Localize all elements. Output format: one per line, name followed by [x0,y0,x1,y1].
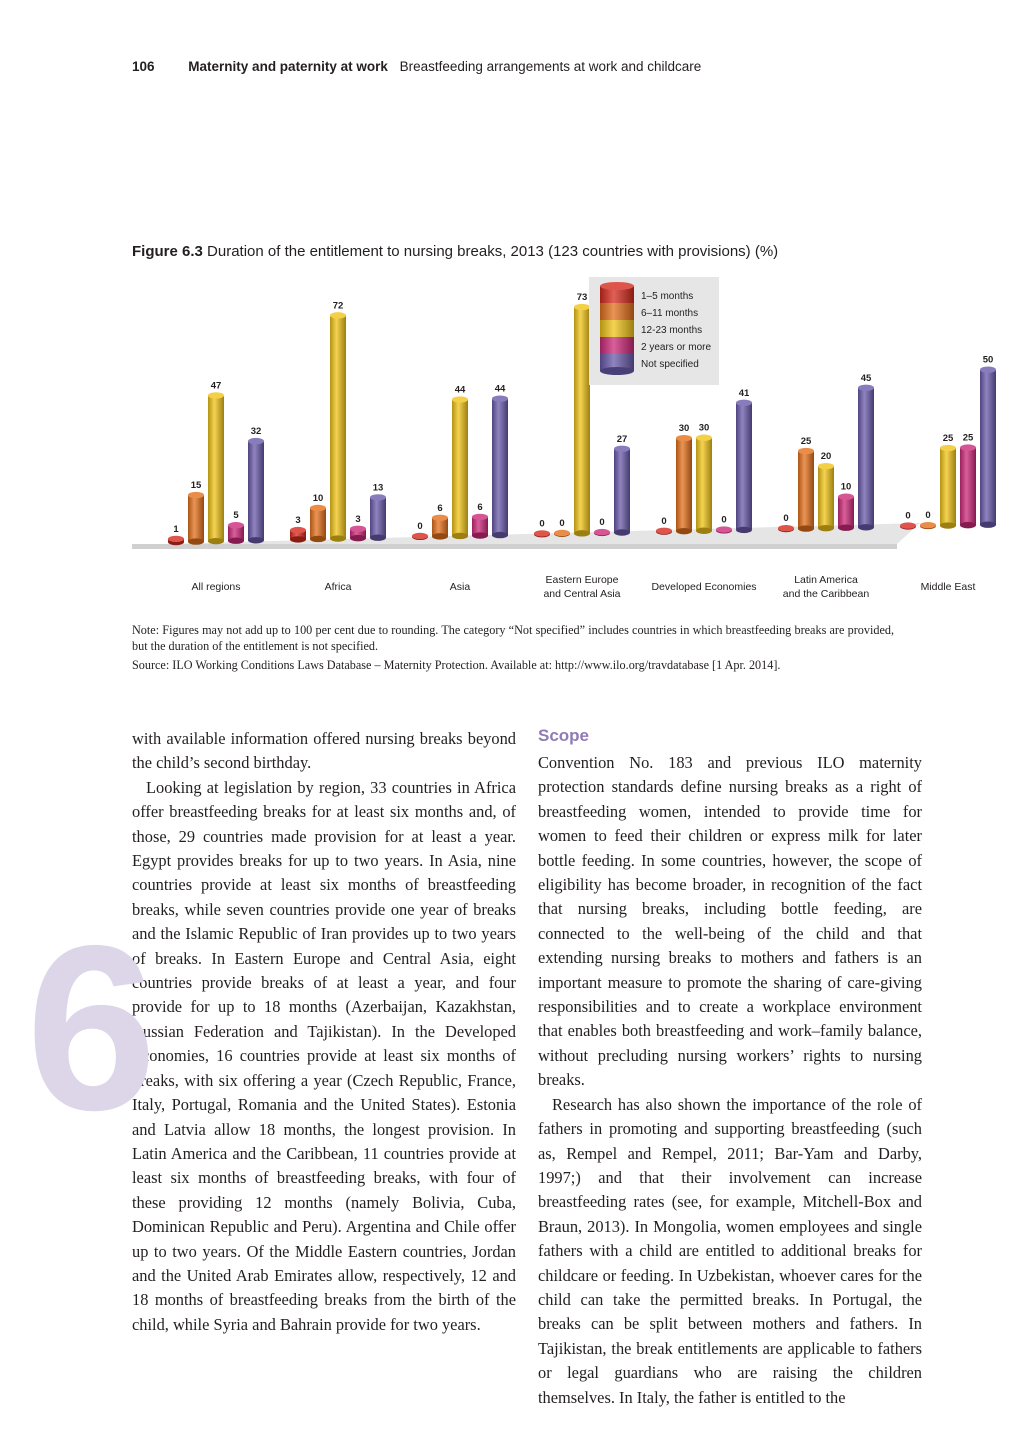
value-label: 5 [233,510,239,522]
page-number: 106 [132,59,155,74]
value-label: 25 [962,432,974,444]
bar-6-2 [940,445,956,529]
bar-cap [940,445,956,451]
value-label: 10 [312,492,324,504]
bar-base [492,532,508,538]
bar-body [452,400,468,536]
value-label: 32 [250,426,262,438]
bar-0-4 [248,438,264,544]
chart-floor-edge [132,544,897,549]
bars-group [168,304,996,545]
bar-cap [188,492,204,498]
value-label: 72 [332,300,344,312]
value-label: 0 [417,521,423,532]
legend-label: 1–5 months [641,291,694,302]
bar-3-0 [534,530,550,537]
bar-base [960,522,976,528]
bar-4-0 [656,528,672,535]
bar-base [188,538,204,544]
bar-body [858,388,874,527]
bar-cap [900,522,916,528]
bar-cap [696,435,712,441]
legend-swatch [600,337,634,354]
bar-cap [676,435,692,441]
bar-base [736,527,752,533]
bar-base [940,522,956,528]
chapter-title: Breastfeeding arrangements at work and childcare [399,59,702,74]
figure-note: Note: Figures may not add up to 100 per cent due to rounding. The category “Not specified” includes countries in which breastfeeding breaks are provided, but the duration of the entitlement is not specified. [132,623,894,653]
figure-title [132,243,892,260]
bar-body [492,399,508,535]
body-paragraph: Looking at legislation by region, 33 countries in Africa offer breastfeeding breaks for at least six months and, of those, 29 countries made provision for at least a year. Egypt provides breaks for up to two years. In Asia, nine countries provide at least six months of breastfeeding breaks, while seven countries provide one year of breaks and the Islamic Republic of Iran provides up to two years of breaks. In Eastern Europe and Central Asia, eight countries provide breaks of at least a year, and four provide for up to 18 months (Azerbaijan, Kazakhstan, Russian Federation and Tajikistan). In the Developed Economies, 16 countries provide at least six months of breaks, with six offering a year (Czech Republic, France, Italy, Portugal, Romania and the United States). Estonia and Latvia allow 18 months, the longest provision. In Latin America and the Caribbean, 11 countries provide at least six months of breastfeeding breaks, with four of these providing 12 months (namely Bolivia, Cuba, Dominican Republic and Peru). Argentina and Chile offer up to two years. Of the Middle Eastern countries, Jordan and the United Arab Emirates allow, respectively, 12 and 18 months of breastfeeding breaks from the birth of the child, while Syria and Bahrain provide for two years. [132,777,516,1334]
legend-label: Not specified [641,359,699,370]
bar-5-4 [858,385,874,531]
bar-base [290,536,306,542]
value-label: 45 [860,372,872,384]
bar-base [858,524,874,530]
value-label: 30 [698,422,710,434]
bar-2-1 [432,515,448,540]
category-label: All regions [191,581,241,593]
body-paragraph: Research has also shown the importance of the role of fathers in promoting and supporting breastfeeding (such as, Rempel and Rempel, 2011; Bar-Yam and Darby, 1997;) and that their involvement can increase breastfeeding rates (see, for example, Mitchell-Box and Braun, 2013). In Mongolia, women employees and single fathers with a child are entitled to additional breaks for childcare or feeding. In Uzbekistan, whoever cares for the child can take the permitted breaks. In Portugal, the breaks can be split between mothers and fathers. In Tajikistan, the break entitlements are applicable to fathers or legal guardians who are raising the children themselves. In Italy, the father is entitled to the [538,1094,922,1407]
bar-body [370,497,386,537]
bar-1-3 [350,526,366,542]
bar-5-1 [798,448,814,532]
bar-cap [290,527,306,533]
bar-base [980,521,996,527]
bar-3-2 [574,304,590,537]
bar-4-3 [716,526,732,533]
bar-6-3 [960,444,976,528]
book-title: Maternity and paternity at work [188,59,388,74]
value-label: 30 [678,423,690,435]
bar-body [330,315,346,538]
bar-chart [130,272,994,612]
value-label: 0 [783,513,789,525]
value-label: 0 [539,518,545,530]
chapter-number-tab: 6 [26,896,157,1159]
bar-1-0 [290,527,306,543]
legend [589,277,719,385]
category-labels-group [191,574,975,600]
bar-base [696,528,712,534]
bar-body [310,508,326,539]
running-head [132,59,701,79]
bar-4-2 [696,435,712,534]
value-label: 41 [738,387,750,399]
value-label: 3 [295,515,301,527]
bar-base [838,525,854,531]
value-label: 0 [925,510,931,522]
legend-swatch [600,320,634,337]
bar-4-1 [676,435,692,534]
section-heading-scope: Scope [538,726,590,745]
bar-base [614,529,630,535]
value-label: 6 [437,502,443,514]
bar-body [248,441,264,540]
category-label: Middle East [920,581,976,593]
category-label: Eastern Europe and Central Asia [543,574,621,600]
bar-body [940,448,956,526]
body-paragraph: with available information offered nursing breaks beyond the child’s second birthday. [132,729,516,773]
value-label: 47 [210,380,222,392]
bar-cap [838,494,854,500]
bar-cap [920,522,936,528]
bar-3-1 [554,530,570,537]
bar-cap [980,366,996,372]
bar-cap [736,400,752,406]
bar-cap [818,463,834,469]
value-label: 0 [905,510,911,522]
figure-source: Source: ILO Working Conditions Laws Database – Maternity Protection. Available at: http://www.ilo.org/travdatabase [1 Apr. 2014]. [132,658,781,672]
bar-cap [370,494,386,500]
bar-3-4 [614,446,630,536]
value-label: 3 [355,513,361,525]
legend-swatch [600,303,634,320]
bar-base [330,535,346,541]
body-column-left [132,727,516,1337]
value-label: 25 [800,436,812,448]
bar-2-2 [452,396,468,539]
body-column-right [538,727,922,1410]
bar-body [980,370,996,525]
bar-body [574,307,590,533]
bar-cap [472,514,488,520]
category-label: Asia [449,581,471,593]
legend-label: 2 years or more [641,342,712,353]
legend-cylinder-cap [600,282,634,290]
bar-body [696,438,712,531]
value-label: 20 [820,451,832,463]
bar-base [208,538,224,544]
bar-body [736,403,752,530]
bar-cap [168,536,184,542]
bar-3-3 [594,529,610,536]
bar-body [960,448,976,526]
bar-cap [574,304,590,310]
bar-cap [330,312,346,318]
bar-base [452,533,468,539]
bar-6-4 [980,366,996,527]
bar-cap [656,528,672,534]
bar-5-3 [838,494,854,531]
bar-cap [310,505,326,511]
value-label: 25 [942,433,954,445]
value-label: 0 [721,514,727,526]
bar-cap [554,530,570,536]
bar-cap [208,392,224,398]
value-label: 15 [190,480,202,492]
bar-cap [248,438,264,444]
bar-body [838,497,854,528]
bar-5-0 [778,525,794,532]
bar-base [472,532,488,538]
bar-body [798,451,814,529]
bar-cap [594,529,610,535]
legend-cylinder-base [600,367,634,375]
value-label: 10 [840,481,852,493]
bar-cap [432,515,448,521]
bar-cap [614,446,630,452]
value-label: 44 [454,384,466,396]
category-label: Latin America and the Caribbean [782,574,870,600]
value-label: 73 [576,292,588,304]
value-label: 1 [173,523,179,535]
value-label: 0 [599,517,605,529]
bar-1-1 [310,505,326,542]
bar-cap [858,385,874,391]
bar-0-3 [228,522,244,544]
legend-label: 12-23 months [641,325,703,336]
bar-base [818,525,834,531]
bar-6-1 [920,522,936,529]
body-paragraph: Convention No. 183 and previous ILO maternity protection standards define nursing breaks as a right of breastfeeding women, intended to provide time for women to feed their children or express milk for later bottle feeding. In some countries, however, the scope of eligibility has become broader, in recognition of the fact that nursing breaks, including bottle feeding, are connected to the well-being of the child and that extending nursing breaks to mothers and fathers is an important measure to promote the sharing of care-giving responsibilities and to create a workplace environment that enables both breastfeeding and work–family balance, without precluding nursing workers’ rights to nursing breaks. [538,753,922,1090]
bar-base [310,536,326,542]
bar-cap [412,533,428,539]
bar-1-4 [370,494,386,541]
bar-body [614,449,630,533]
bar-base [248,537,264,543]
bar-5-2 [818,463,834,531]
bar-body [676,438,692,531]
bar-cap [534,530,550,536]
legend-label: 6–11 months [641,308,699,319]
value-label: 27 [616,433,628,445]
bar-2-3 [472,514,488,539]
bar-body [188,495,204,542]
bar-base [676,528,692,534]
bar-base [370,534,386,540]
value-label: 0 [661,515,667,527]
bar-0-2 [208,392,224,544]
bar-cap [960,444,976,450]
bar-cap [452,396,468,402]
bar-cap [778,525,794,531]
bar-2-4 [492,395,508,538]
bar-base [574,530,590,536]
bar-base [350,535,366,541]
bar-base [798,525,814,531]
bar-body [818,466,834,528]
bar-6-0 [900,522,916,529]
figure-label: Figure 6.3 [132,243,203,260]
bar-cap [798,448,814,454]
category-label: Africa [324,581,352,593]
bar-0-1 [188,492,204,545]
bar-cap [228,522,244,528]
category-label: Developed Economies [651,581,757,593]
value-label: 44 [494,383,506,395]
bar-cap [716,526,732,532]
bar-cap [350,526,366,532]
value-label: 6 [477,501,483,513]
figure-caption: Duration of the entitlement to nursing breaks, 2013 (123 countries with provisions) (%) [207,243,779,260]
bar-cap [492,395,508,401]
value-label: 0 [559,517,565,529]
bar-0-0 [168,536,184,546]
bar-4-4 [736,400,752,534]
value-label: 50 [982,354,994,366]
bar-1-2 [330,312,346,542]
bar-base [228,538,244,544]
bar-2-0 [412,533,428,540]
bar-body [208,395,224,541]
bar-base [432,533,448,539]
value-label: 13 [372,482,384,494]
